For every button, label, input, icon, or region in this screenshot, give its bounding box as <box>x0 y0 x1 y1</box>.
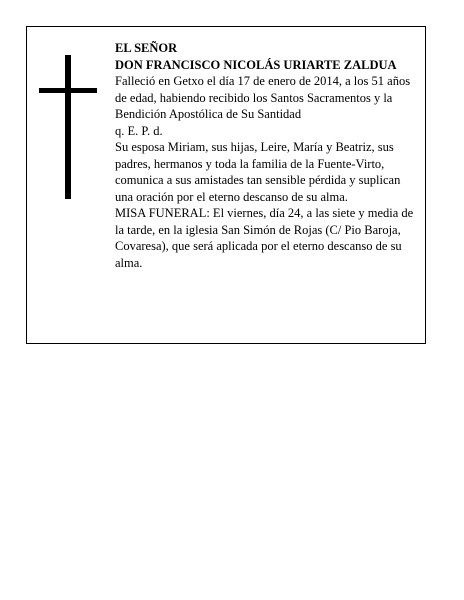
deceased-name: DON FRANCISCO NICOLÁS URIARTE ZALDUA <box>115 57 397 72</box>
cross-horizontal-bar <box>39 88 97 93</box>
cross-vertical-bar <box>65 55 71 199</box>
funeral-paragraph: MISA FUNERAL: El viernes, día 24, a las siete y media de la tarde, en la iglesia San Simón de Rojas (C/ Pio Baroja, Covaresa), que será aplicada por el eterno descanso de su alma. <box>115 206 414 270</box>
heading-title: EL SEÑOR <box>115 41 178 55</box>
rip-abbreviation: q. E. P. d. <box>115 123 163 138</box>
cross-icon <box>39 55 97 199</box>
notice-text <box>115 40 420 271</box>
death-paragraph: Falleció en Getxo el día 17 de enero de 2014, a los 51 años de edad, habiendo recibido los Santos Sacramentos y la Bendición Apostólica de Su Santidad <box>115 74 411 121</box>
obituary-notice <box>26 26 426 344</box>
family-paragraph: Su esposa Miriam, sus hijas, Leire, María y Beatriz, sus padres, hermanos y toda la familia de la Fuente-Virto, comunica a sus amistades tan sensible pérdida y suplican una oración por el eterno descanso de su alma. <box>115 140 401 204</box>
